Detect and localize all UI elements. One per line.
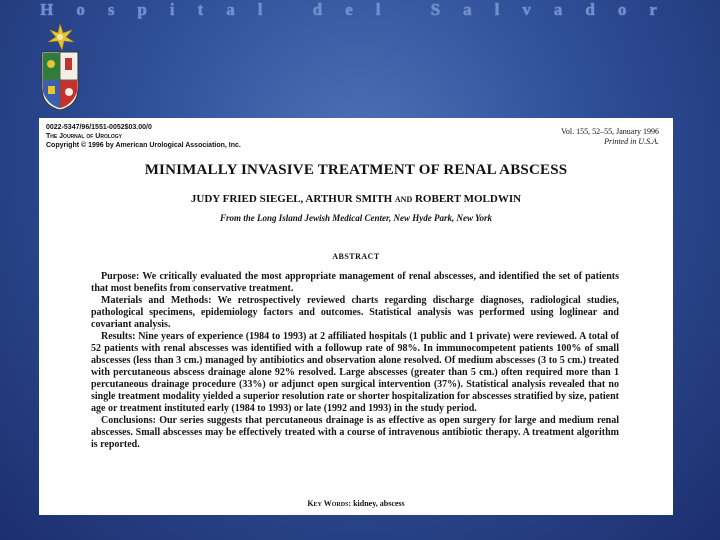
keywords-label: Key Words: <box>307 499 352 508</box>
journal-header <box>46 123 241 150</box>
results-text: Nine years of experience (1984 to 1993) at 2 affiliated hospitals (1 public and 1 private) were reviewed. A total of 52 patients with renal abscesses was identified with a followup rate of 98%. In immunocompetent patients 100% of small abscesses (less than 3 cm.) managed by antibiotics and observation alone resolved. Of medium abscesses (3 to 5 cm.) treated with percutaneous abscess drainage alone 92% resolved. Large abscesses (greater than 5 cm.) often required more than 1 percutaneous drainage procedure (33%) or adjunct open surgical intervention (37%). Statistical analysis revealed that no single treatment modality yielded a superior resolution rate or shorter hospitalization for abscesses stratified by size, patient age or treatment instituted early (1984 to 1993) or late (1992 and 1993) in the study period. <box>91 331 620 414</box>
purpose-label: Purpose: <box>101 271 140 282</box>
methods-label: Materials and Methods: <box>101 295 212 306</box>
methods-text: We retrospectively reviewed charts regarding discharge diagnoses, radiological studies, pathological specimens, epidemiology factors and outcomes. Statistical analysis was performed using loglinear and covariant analysis. <box>91 295 619 330</box>
authors-last: ROBERT MOLDWIN <box>414 193 522 205</box>
abstract-results <box>91 331 619 415</box>
journal-name: The Journal of Urology <box>46 133 123 140</box>
affiliation: From the Long Island Jewish Medical Center, New Hyde Park, New York <box>219 213 493 223</box>
abstract-conclusions <box>91 415 619 451</box>
keywords <box>39 499 673 508</box>
doi-line: 0022-5347/96/1551-0052$03.00/0 <box>46 124 152 131</box>
abstract-purpose <box>91 271 619 295</box>
keywords-text: kidney, abscess <box>353 499 405 508</box>
star-icon <box>48 24 74 50</box>
hospital-title: Hospital del Salvador <box>40 0 680 19</box>
authors-and: AND <box>394 195 413 204</box>
abstract-body <box>91 271 619 451</box>
authors-main: JUDY FRIED SIEGEL, ARTHUR SMITH <box>190 193 393 205</box>
purpose-text: We critically evaluated the most appropriate management of renal abscesses, and identified the set of patients that most benefits from conservative treatment. <box>91 271 619 294</box>
printed-line: Printed in U.S.A. <box>604 137 659 146</box>
paper-title: MINIMALLY INVASIVE TREATMENT OF RENAL ABSCESS <box>144 162 568 178</box>
copyright-line: Copyright © 1996 by American Urological Association, Inc. <box>46 142 241 149</box>
volume-line: Vol. 155, 52–55, January 1996 <box>561 127 659 136</box>
abstract-heading: ABSTRACT <box>332 252 380 261</box>
paper-page <box>39 118 673 515</box>
abstract-methods <box>91 295 619 331</box>
conclusions-label: Conclusions: <box>101 415 157 426</box>
authors <box>39 193 673 205</box>
hospital-crest-logo <box>36 22 84 112</box>
volume-info <box>561 127 659 147</box>
results-label: Results: <box>101 331 136 342</box>
conclusions-text: Our series suggests that percutaneous drainage is as effective as open surgery for large and medium renal abscesses. Small abscesses may be effectively treated with a course of intravenous antibiotic therapy. A treatment algorithm is reported. <box>91 415 620 450</box>
